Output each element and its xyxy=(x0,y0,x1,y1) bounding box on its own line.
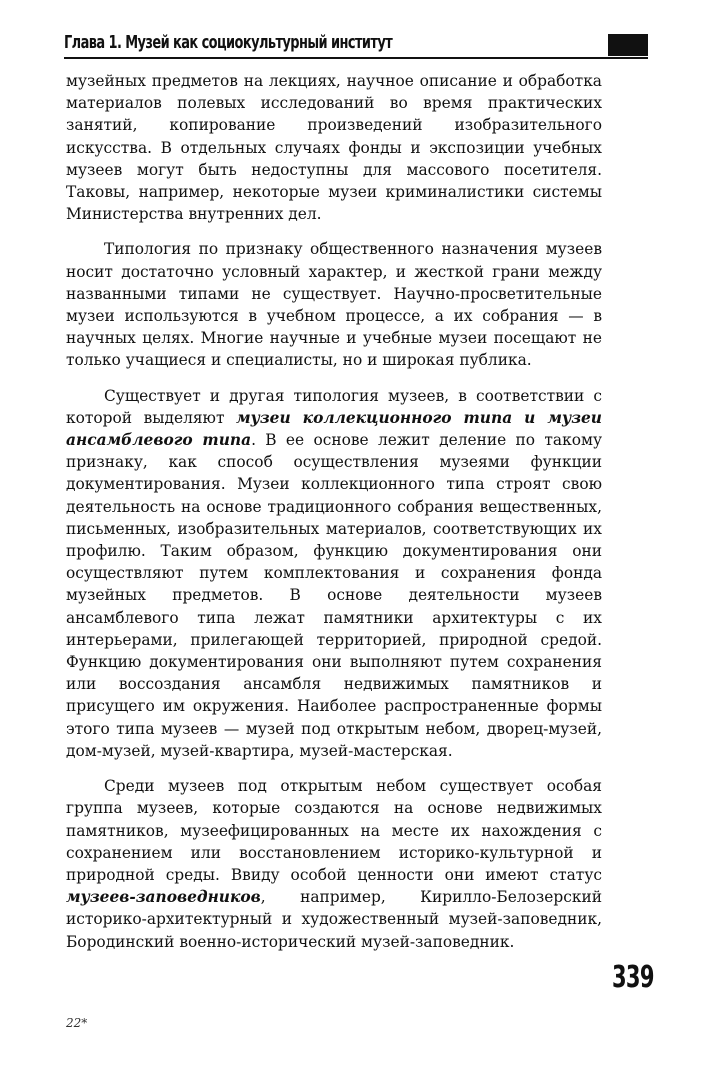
paragraph-3 xyxy=(66,385,602,762)
paragraph-4-text-b: , например, Кирилло-Белозерский историко-архитектурный и художественный музей-заповедник, Бородинский военно-исторический музей-заповедник. xyxy=(66,888,602,951)
paragraph-4 xyxy=(66,775,602,953)
running-header xyxy=(64,30,648,60)
printer-signature: 22* xyxy=(66,1016,88,1030)
paragraph-4-text-a: Среди музеев под открытым небом существует особая группа музеев, которые создаются на основе недвижимых памятников, музеефицированных на месте их нахождения с сохранением или восстановлением историко-культурной и природной среды. Ввиду особой ценности они имеют статус xyxy=(66,777,602,884)
header-rule xyxy=(64,57,648,59)
paragraph-1: музейных предметов на лекциях, научное описание и обработка материалов полевых исследований во время практических занятий, копирование произведений изобразительного искусства. В отдельных случаях фонды и экспозиции учебных музеев могут быть недоступны для массового посетителя. Таковы, например, некоторые музеи криминалистики системы Министерства внутренних дел. xyxy=(66,72,602,224)
page-body xyxy=(66,70,602,966)
paragraph-2: Типология по признаку общественного назначения музеев носит достаточно условный характер, и жесткой грани между названными типами не существует. Научно-просветительные музеи используются в учебном процессе, а их собрания — в научных целях. Многие научные и учебные музеи посещают не только учащиеся и специалисты, но и широкая публика. xyxy=(66,240,602,370)
chapter-title: Глава 1. Музей как социокультурный институт xyxy=(64,32,393,53)
term-collection-ensemble-museums: музеи коллекционного типа и музеи ансамблевого типа xyxy=(66,408,602,450)
paragraph-3-text-b: . В ее основе лежит деление по такому признаку, как способ осуществления музеями функции документирования. Музеи коллекционного типа строят свою деятельность на основе традиционного собрания вещественных, письменных, изобразительных материалов, соответствующих их профилю. Таким образом, функцию документирования они осуществляют путем комплектования и сохранения фонда музейных предметов. В основе деятельности музеев ансамблевого типа лежат памятники архитектуры с их интерьерами, прилегающей территорией, природной средой. Функцию документирования они выполняют путем сохранения или воссоздания ансамбля недвижимых памятников и присущего им окружения. Наиболее распространенные формы этого типа музеев — музей под открытым небом, дворец-музей, дом-музей, музей-квартира, музей-мастерская. xyxy=(66,431,602,760)
header-marker-block xyxy=(608,34,648,56)
term-museum-reserves: музеев-заповедников xyxy=(66,888,261,907)
page-number: 339 xyxy=(612,960,654,995)
paragraph-3-text-a: Существует и другая типология музеев, в соответствии с которой выделяют xyxy=(66,386,602,427)
